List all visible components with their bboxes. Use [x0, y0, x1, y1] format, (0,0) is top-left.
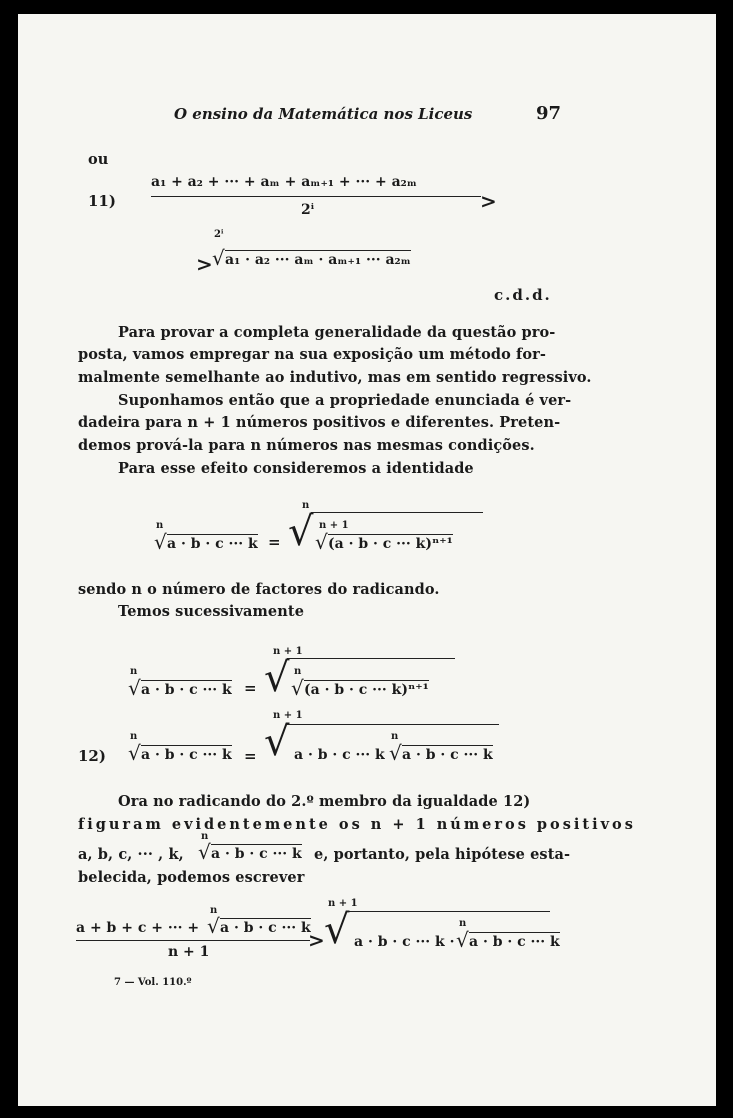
eq11-root-index: 2ⁱ	[214, 229, 224, 240]
radical-sign-icon: √	[264, 719, 290, 765]
eq12-inner-index: n	[391, 731, 399, 742]
final-numerator-prefix: a + b + c + ··· +	[76, 920, 200, 936]
final-fraction-bar	[76, 940, 310, 941]
eq11-radicand: a₁ · a₂ ··· aₘ · aₘ₊₁ ··· a₂ₘ	[225, 252, 411, 268]
identity-inner-index: n + 1	[319, 520, 349, 531]
identity-outer-vinculum	[311, 512, 483, 513]
eqa-outer-vinculum	[287, 658, 455, 659]
eq11-fraction-bar	[151, 196, 481, 197]
final-outer-radicand-prefix: a · b · c ··· k ·	[354, 934, 455, 950]
footer-volume-signature: 7 — Vol. 110.º	[114, 977, 192, 988]
eq12-lhs-index: n	[130, 731, 138, 742]
eq11-numerator: a₁ + a₂ + ··· + aₘ + aₘ₊₁ + ··· + a₂ₘ	[151, 174, 417, 190]
para4: sendo n o número de factores do radicando.	[78, 581, 440, 598]
radical-sign-icon: √	[456, 928, 469, 952]
final-inner-index: n	[459, 918, 467, 929]
para2-line1: Suponhamos então que a propriedade enunciada é ver-	[118, 392, 572, 409]
eqa-outer-index: n + 1	[273, 646, 303, 657]
eqa-inner-index: n	[294, 666, 302, 677]
radical-sign-icon: √	[315, 530, 328, 554]
equation-label-11: 11)	[88, 192, 116, 210]
final-numerator-root-index: n	[210, 905, 218, 916]
document-page	[18, 14, 716, 1106]
inline-root-radicand: a · b · c ··· k	[211, 846, 302, 862]
final-denominator: n + 1	[168, 944, 210, 960]
eq12-inner-radicand: a · b · c ··· k	[402, 747, 493, 763]
para1-line3: malmente semelhante ao indutivo, mas em sentido regressivo.	[78, 369, 592, 386]
eqa-lhs-index: n	[130, 666, 138, 677]
final-numerator-root-radicand: a · b · c ··· k	[220, 920, 311, 936]
para1-line1: Para provar a completa generalidade da questão pro-	[118, 324, 556, 341]
equation-label-12: 12)	[78, 747, 106, 765]
para6-line1: Ora no radicando do 2.º membro da igualdade 12)	[118, 793, 531, 810]
eq11-greater-than: >	[480, 189, 497, 213]
final-outer-index: n + 1	[328, 898, 358, 909]
page-number: 97	[536, 103, 562, 124]
eq12-outer-radicand-prefix: a · b · c ··· k	[294, 747, 385, 763]
inline-root-index: n	[201, 831, 209, 842]
eq12-outer-vinculum	[287, 724, 499, 725]
radical-sign-icon: √	[207, 914, 220, 938]
eq11-denominator: 2ⁱ	[301, 202, 315, 218]
final-outer-vinculum	[347, 911, 550, 912]
para6-line3-prefix: a, b, c, ··· , k,	[78, 846, 184, 863]
radical-sign-icon: √	[128, 741, 141, 765]
para3: Para esse efeito consideremos a identidade	[118, 460, 474, 477]
intro-word: ou	[88, 151, 109, 168]
para6-line3-suffix: e, portanto, pela hipótese esta-	[314, 846, 571, 863]
eqa-lhs-radicand: a · b · c ··· k	[141, 682, 232, 698]
qed-mark: c.d.d.	[494, 286, 552, 304]
radical-sign-icon: √	[212, 246, 225, 270]
eq11-greater-than-2: >	[196, 252, 213, 276]
para2-line3: demos prová-la para n números nas mesmas condições.	[78, 437, 535, 454]
radical-sign-icon: √	[324, 907, 350, 953]
radical-sign-icon: √	[154, 530, 167, 554]
para1-line2: posta, vamos empregar na sua exposição um método for-	[78, 346, 547, 363]
identity-outer-index: n	[302, 500, 310, 511]
identity-inner-radicand: (a · b · c ··· k)ⁿ⁺¹	[328, 536, 453, 552]
radical-sign-icon: √	[291, 676, 304, 700]
identity-lhs-radicand: a · b · c ··· k	[167, 536, 258, 552]
eq12-outer-index: n + 1	[273, 710, 303, 721]
radical-sign-icon: √	[128, 676, 141, 700]
para6-line2: figuram evidentemente os n + 1 números positivos	[78, 816, 636, 833]
eq12-equals: =	[244, 747, 257, 765]
radical-sign-icon: √	[389, 741, 402, 765]
identity-equals: =	[268, 533, 281, 551]
para2-line2: dadeira para n + 1 números positivos e diferentes. Preten-	[78, 414, 561, 431]
radical-sign-icon: √	[264, 655, 290, 701]
eqa-inner-radicand: (a · b · c ··· k)ⁿ⁺¹	[304, 682, 429, 698]
final-greater-than: >	[308, 928, 325, 952]
radical-sign-icon: √	[198, 840, 211, 864]
eqa-equals: =	[244, 679, 257, 697]
final-inner-radicand: a · b · c ··· k	[469, 934, 560, 950]
running-header-title: O ensino da Matemática nos Liceus	[174, 105, 473, 123]
eq12-lhs-radicand: a · b · c ··· k	[141, 747, 232, 763]
para6-line4: belecida, podemos escrever	[78, 869, 305, 886]
para5: Temos sucessivamente	[118, 603, 305, 620]
identity-lhs-index: n	[156, 520, 164, 531]
radical-sign-icon: √	[288, 509, 314, 555]
